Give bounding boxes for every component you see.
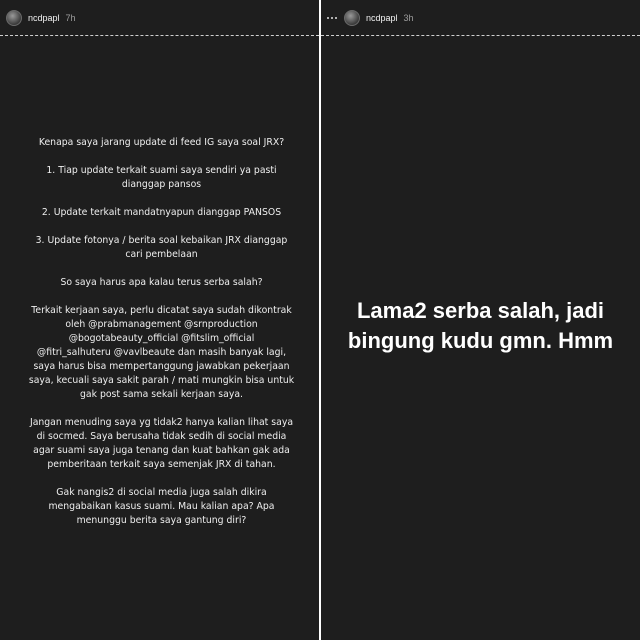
avatar[interactable] (344, 10, 360, 26)
post-time: 3h (403, 13, 414, 23)
more-dots-icon[interactable] (327, 17, 337, 19)
story-paragraph: Terkait kerjaan saya, perlu dicatat saya sudah dikontrak oleh @prabmanagement @srnproduction @bogotabeauty_official @fitslim_official @fitri_salhuteru @vavlbeaute dan masih banyak lagi, saya harus bisa mempertanggung jawabkan pekerjaan saya, kecuali saya sakit parah / mati mungkin bisa untuk gak post sama sekali kerjaan saya. (28, 305, 295, 400)
username[interactable]: ncdpapl (28, 13, 60, 23)
story-paragraph: Kenapa saya jarang update di feed IG saya soal JRX? (38, 137, 285, 148)
post-time: 7h (65, 13, 76, 23)
story-panel-left[interactable] (0, 0, 319, 640)
story-paragraph: 3. Update fotonya / berita soal kebaikan JRX dianggap cari pembelaan (35, 235, 288, 260)
story-paragraph: Jangan menuding saya yg tidak2 hanya kalian lihat saya di socmed. Saya berusaha tidak sedih di social media agar suami saya juga tenang dan kuat bahkan gak ada pemberitaan terkait saya semenjak JRX di tahan. (29, 417, 294, 470)
avatar[interactable] (6, 10, 22, 26)
username[interactable]: ncdpapl (366, 13, 398, 23)
story-paragraph: 1. Tiap update terkait suami saya sendiri ya pasti dianggap pansos (46, 165, 277, 190)
story-text (16, 136, 307, 542)
story-paragraph: So saya harus apa kalau terus serba salah? (60, 277, 263, 288)
story-paragraph: Gak nangis2 di social media juga salah dikira mengabaikan kasus suami. Mau kalian apa? Apa menunggu berita saya gantung diri? (48, 487, 275, 526)
story-progress-bar (321, 35, 640, 36)
story-paragraph: 2. Update terkait mandatnyapun dianggap PANSOS (41, 207, 282, 218)
story-header (327, 8, 634, 28)
story-panel-right[interactable] (321, 0, 640, 640)
story-header (6, 8, 313, 28)
story-progress-bar (0, 35, 319, 36)
story-big-text: Lama2 serba salah, jadi bingung kudu gmn. Hmm (347, 298, 614, 353)
